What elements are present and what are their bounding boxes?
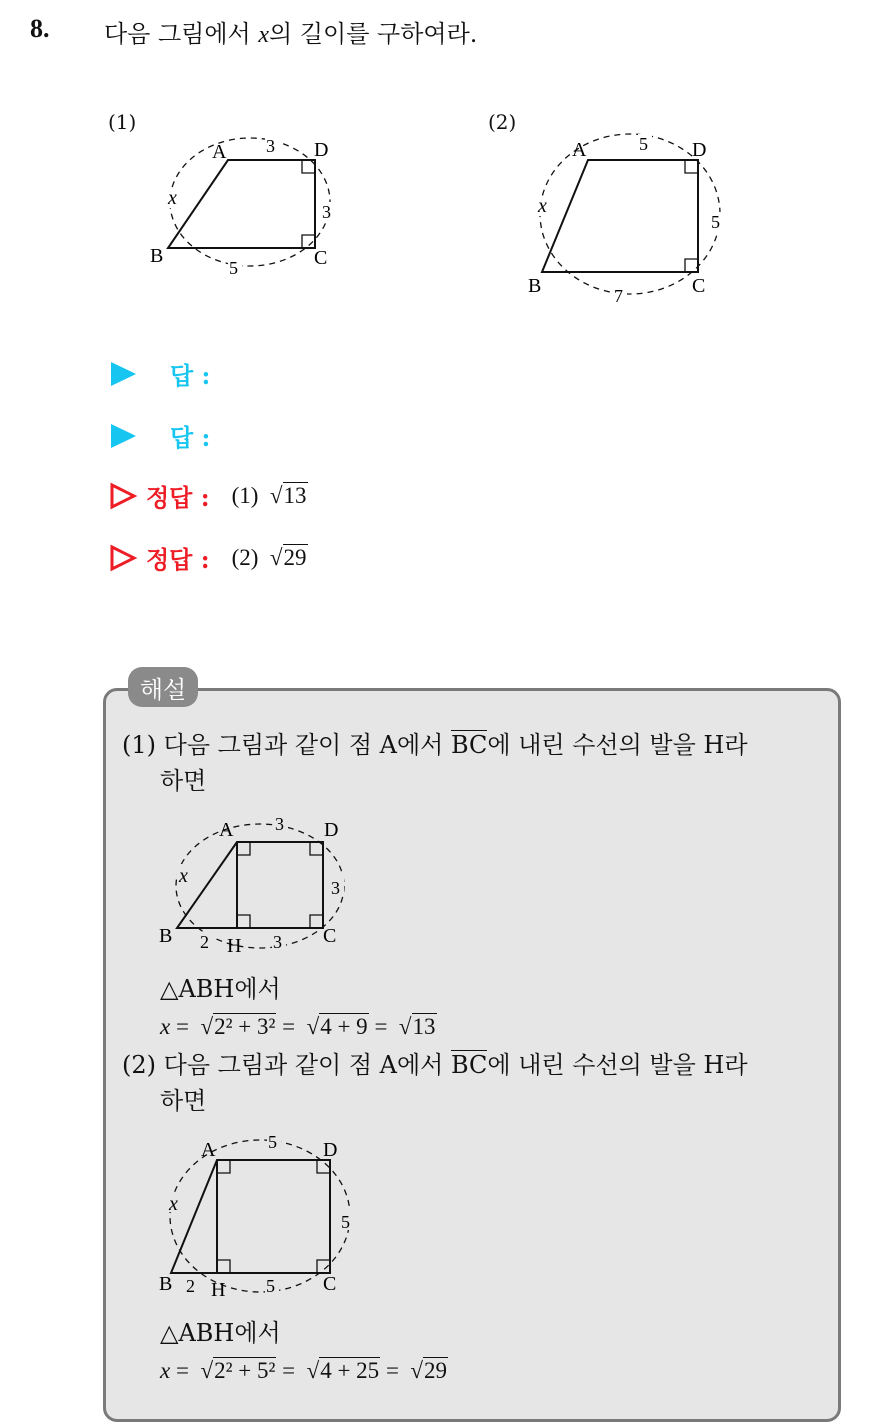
question-text-post: 의 길이를 구하여라. <box>269 20 478 48</box>
fig2-top-length: 5 <box>639 134 648 154</box>
correct-answer-1-label: 정답 : <box>146 483 210 512</box>
play-triangle-icon <box>108 422 138 450</box>
solution-part2-line2: 하면 <box>160 1087 207 1115</box>
question-text-pre: 다음 그림에서 <box>104 20 259 48</box>
svg-text:B: B <box>159 925 173 947</box>
svg-text:A: A <box>219 819 234 841</box>
solution-figure-1 <box>155 810 365 960</box>
answer-blank-1-label: 답 : <box>170 361 211 390</box>
solution-part2-equation: x = √2² + 5² = √4 + 25 = √29 <box>160 1358 448 1383</box>
svg-text:D: D <box>323 1139 338 1161</box>
figure-2 <box>520 128 750 308</box>
answer-blank-2 <box>108 418 210 453</box>
svg-text:5: 5 <box>268 1132 277 1152</box>
figure-1-label: (1) <box>108 110 137 134</box>
segment-bc: BC <box>450 1051 488 1079</box>
outline-triangle-icon <box>108 482 138 510</box>
svg-text:C: C <box>323 925 337 947</box>
solution-part1-triangle: △ABH에서 <box>160 975 281 1003</box>
svg-text:C: C <box>323 1273 337 1295</box>
svg-text:A: A <box>201 1139 216 1161</box>
svg-text:3: 3 <box>331 878 340 898</box>
outline-triangle-icon <box>108 544 138 572</box>
svg-text:3: 3 <box>273 932 282 952</box>
svg-text:3: 3 <box>275 814 284 834</box>
svg-text:5: 5 <box>341 1212 350 1232</box>
svg-text:x: x <box>179 865 188 887</box>
svg-text:B: B <box>159 1273 173 1295</box>
play-triangle-icon <box>108 360 138 388</box>
question-text <box>104 14 477 49</box>
svg-text:5: 5 <box>266 1276 275 1296</box>
fig1-label-D: D <box>314 139 329 161</box>
fig2-right-length: 5 <box>711 212 720 232</box>
svg-text:2: 2 <box>186 1276 195 1296</box>
solution-figure-2 <box>155 1130 375 1305</box>
fig1-label-C: C <box>314 247 328 269</box>
fig2-label-B: B <box>528 275 542 297</box>
fig1-left-x: x <box>168 187 177 209</box>
solution-tag: 해설 <box>128 667 198 707</box>
figure-2-label: (2) <box>488 110 517 134</box>
solution-part1-line1: (1) 다음 그림과 같이 점 A에서 BC에 내린 수선의 발을 H라 <box>122 731 748 759</box>
svg-text:H: H <box>211 1279 226 1301</box>
question-variable: x <box>258 22 270 48</box>
solution-part1-line2: 하면 <box>160 767 207 795</box>
solution-part2-line1: (2) 다음 그림과 같이 점 A에서 BC에 내린 수선의 발을 H라 <box>122 1051 748 1079</box>
svg-text:H: H <box>227 935 242 957</box>
svg-text:2: 2 <box>200 932 209 952</box>
answer-blank-2-label: 답 : <box>170 423 211 452</box>
solution-part2-triangle: △ABH에서 <box>160 1319 281 1347</box>
svg-text:D: D <box>324 819 339 841</box>
correct-answer-1-value: (1) √13 <box>231 482 307 508</box>
fig1-right-length: 3 <box>322 202 331 222</box>
correct-answer-2-label: 정답 : <box>146 545 210 574</box>
correct-answer-1 <box>108 478 308 513</box>
fig2-label-C: C <box>692 275 706 297</box>
correct-answer-2-value: (2) √29 <box>231 544 307 570</box>
fig1-label-A: A <box>212 141 227 163</box>
fig1-label-B: B <box>150 245 164 267</box>
fig1-top-length: 3 <box>266 136 275 156</box>
fig2-left-x: x <box>538 195 547 217</box>
question-number: 8. <box>30 14 50 43</box>
fig2-bottom-length: 7 <box>614 286 623 306</box>
answer-blank-1 <box>108 356 210 391</box>
fig1-bottom-length: 5 <box>229 258 238 278</box>
segment-bc: BC <box>450 731 488 759</box>
solution-part1-equation: x = √2² + 3² = √4 + 9 = √13 <box>160 1014 436 1039</box>
figure-1 <box>140 128 360 278</box>
correct-answer-2 <box>108 540 308 575</box>
fig2-label-D: D <box>692 139 707 161</box>
svg-text:x: x <box>169 1193 178 1215</box>
fig2-label-A: A <box>572 139 587 161</box>
